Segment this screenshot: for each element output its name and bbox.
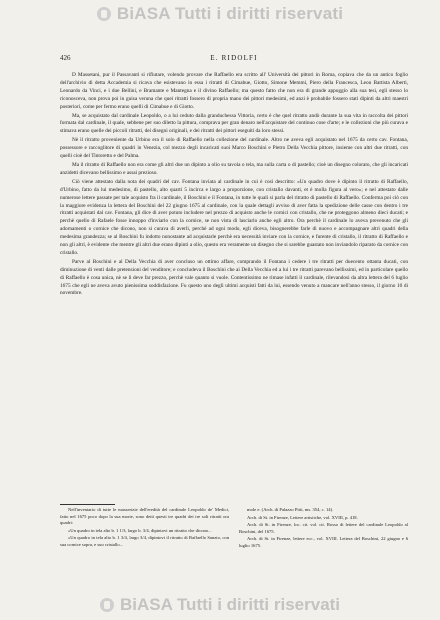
paragraph: Parve al Boschini e al Della Vecchia di aver concluso un ottimo affare, comprando il Fontana i cedere i tre ritratti per duecento ottanta ducati, con diminuzione di venti dalle pretensioni del venditore; e concludeva il Boschini che ai Della Vecchia ed a lui i tre ritratti parevano bellissimi, ed in particolare quello di Raffaello è cosa unica, nè se li deve far prezzo, perchè vale quanto si vuole. Contentissimo ne rimase infatti il cardinale, rilevandosi da altra lettera del 6 luglio 1675 che egli ne aveva avuto pienissima soddisfazione. Fu questo uno degli ultimi acquisti fatti da lui, essendo venuto a mancare nell'anno stesso, il giorno 10 di novembre. [60, 258, 408, 297]
paragraph: D Massetani, pur il Passavanti si rifiutare, volendo provare che Raffaello era scritto all' Università dei pittori in Roma, copiava che da un antico foglio dell'archivio di detta Accademia si ricava che esistevano in essa i ritratti di Cimabue, Giotto, Simone Memmi, Piero della Francesca, Leon Battista Alberti, Leonardo da Vinci, e i due Bellini, e Bramante e Mantegna e il divino Raffaello; ma questo fatto che non era di grande appoggio alla sua tesi, egli stesso lo riconosceva, non prova poi in guisa veruna che quei ritratti fossero di propria mano dei pittori medesimi, ed anzi è probabile fossero stati dipinti da altri maestri posteriori, come per fermo erano quelli di Cimabue e di Giotto. [60, 72, 408, 110]
biasa-logo-icon [97, 7, 111, 21]
footnote: mole e. (Arch. di Palazzo Pitti, ms. 354, c. 14). [247, 507, 334, 512]
watermark-bottom-text: BiASA Tutti i diritti riservati [119, 595, 341, 614]
footnote: «Un quadro in tela alto b. 1 1/3, largo b. 3/4, dipintovi un ritratto che dicono... [68, 527, 212, 533]
page-number: 426 [60, 54, 71, 62]
page-header [60, 52, 408, 64]
biasa-logo-icon [100, 598, 114, 612]
footnotes-right-column [239, 507, 408, 589]
paragraph: Ciò viene attestato dalla nota dei quadri del cav. Fontana inviata al cardinale in cui è così descritto: «Un quadro dove è dipinto il ritratto di Raffaello, d'Urbino, fatto da lui medesimo, di pastello, alto quarti 5 incirca e largo a proporzione, con cristallo davanti, et è molla figura al vero»; e nel attestato dalle numerose lettere passate per tale acquisto fra il cardinale, il Boschini e il Fontana, in tutte le quali si parla del ritratto di pastello di Raffaello. Conferma poi ciò con la maggiore evidenza la lettera del Boschini del 22 giugno 1675 al cardinale, con la quale dettagli avviso di aver fatta la spedizione delle casse con dentro i tre ritratti acquistati dal cav. Fontana, gli dice di aver potuto includere nel prezzo di acquisto anche le cornici con cristallo, che ne proteggono almeno dieci ducati; e perchè quello di Rafaele fosse innoppo d'inviarlo con la cornice, se non vista di lasciarlo anche egli altro. Ora perchè il cardinale lo aveva prevenuto che gli adornamenti o cornice che dicono, non si curava di averli, perchè ad ogni modo, egli diceva, bisognerebbe farle di nuovo e accompagnare altri quadri della medesima grandezza; se al Boschini fu indotto nonostante ad acquistarle perchè era necessità inviare con la cornice, e furente di cristallo, il ritratto di Raffaello e non gli altri, è evidente che mentre gli altri due erano dipinti a olio, questo era veramente un disegno che si sarebbe guastato non inviandolo riparato da cornice con cristallo. [60, 178, 408, 256]
footnotes-left-column [60, 507, 229, 589]
watermark-bottom [0, 594, 440, 616]
footnote-divider [60, 504, 115, 505]
watermark-top [0, 3, 440, 25]
footnote: Arch. di St. in Firenze, lettere ecc., vol. XVIII. Lettera del Boschini, 22 giugno e 6 luglio 1675. [239, 536, 408, 548]
footnote: Arch. di St. in Firenze, Lettere artistiche, vol. XVIII, p. 418. [247, 514, 358, 520]
footnote: «Un quadro in tela alto b. 1 3/4, largo 3/4, dipintovi il ritratto di Raffaello Sanzio, con sua cornice sopra, e suo cristallo... [60, 535, 229, 547]
watermark-top-text: BiASA Tutti i diritti riservati [116, 4, 344, 23]
footnotes [60, 507, 408, 589]
running-head: E. RIDOLFI [210, 54, 258, 62]
paragraph: Nè il ritratto proveniente da Urbino era il solo di Raffaello nella collezione del cardinale. Altro ne aveva egli acquistato nel 1675 da certo cav. Fontana, possessore e raccoglitore di quadri in Venezia, col mezzo degli incaricati suoi Marco Boschini e Pietro Della Vecchia pittore, insieme con altri due ritratti, con quelli cioè del Tintoretto e del Palma. [60, 137, 408, 160]
body-text [60, 72, 408, 502]
footnote: Nell'inventario di tutte le masserizie dell'eredità del cardinale Leopoldo de' Medici, fatto nel 1675 poco dopo la sua morte, sono detti questi tre quadri dei tre soli ritratti ora quadri: [60, 507, 229, 526]
paragraph: Ma, se acquistato dal cardinale Leopoldo, o a lui ceduto dalla granduchessa Vittoria, certo è che quel ritratto andò durante la sua vita in raccolta dei pittori formata dal cardinale, il quale, sebbene per suo diletto la pittura, comprava per gran denaro nell'acquistare del continuo cose d'arte; e le collezioni che più curava e stimava erano quelle dei piccoli ritratti, dei disegni originali, e dei ritratti dei pittori eseguiti da loro stessi. [60, 112, 408, 135]
footnote: Arch. di St. in Firenze, loc. cit. vol. cit. Rosso di lettere del cardinale Leopoldo al Boschini, del 1675. [239, 522, 408, 534]
paragraph: Ma il ritratto di Raffaello non era come gli altri due un dipinto a olio su tavola o tela, ma sulla carta o di pastello; cioè un disegno colorato, che gli incaricati anzidetti dicevano bellissimo e assai prezioso. [60, 161, 408, 176]
